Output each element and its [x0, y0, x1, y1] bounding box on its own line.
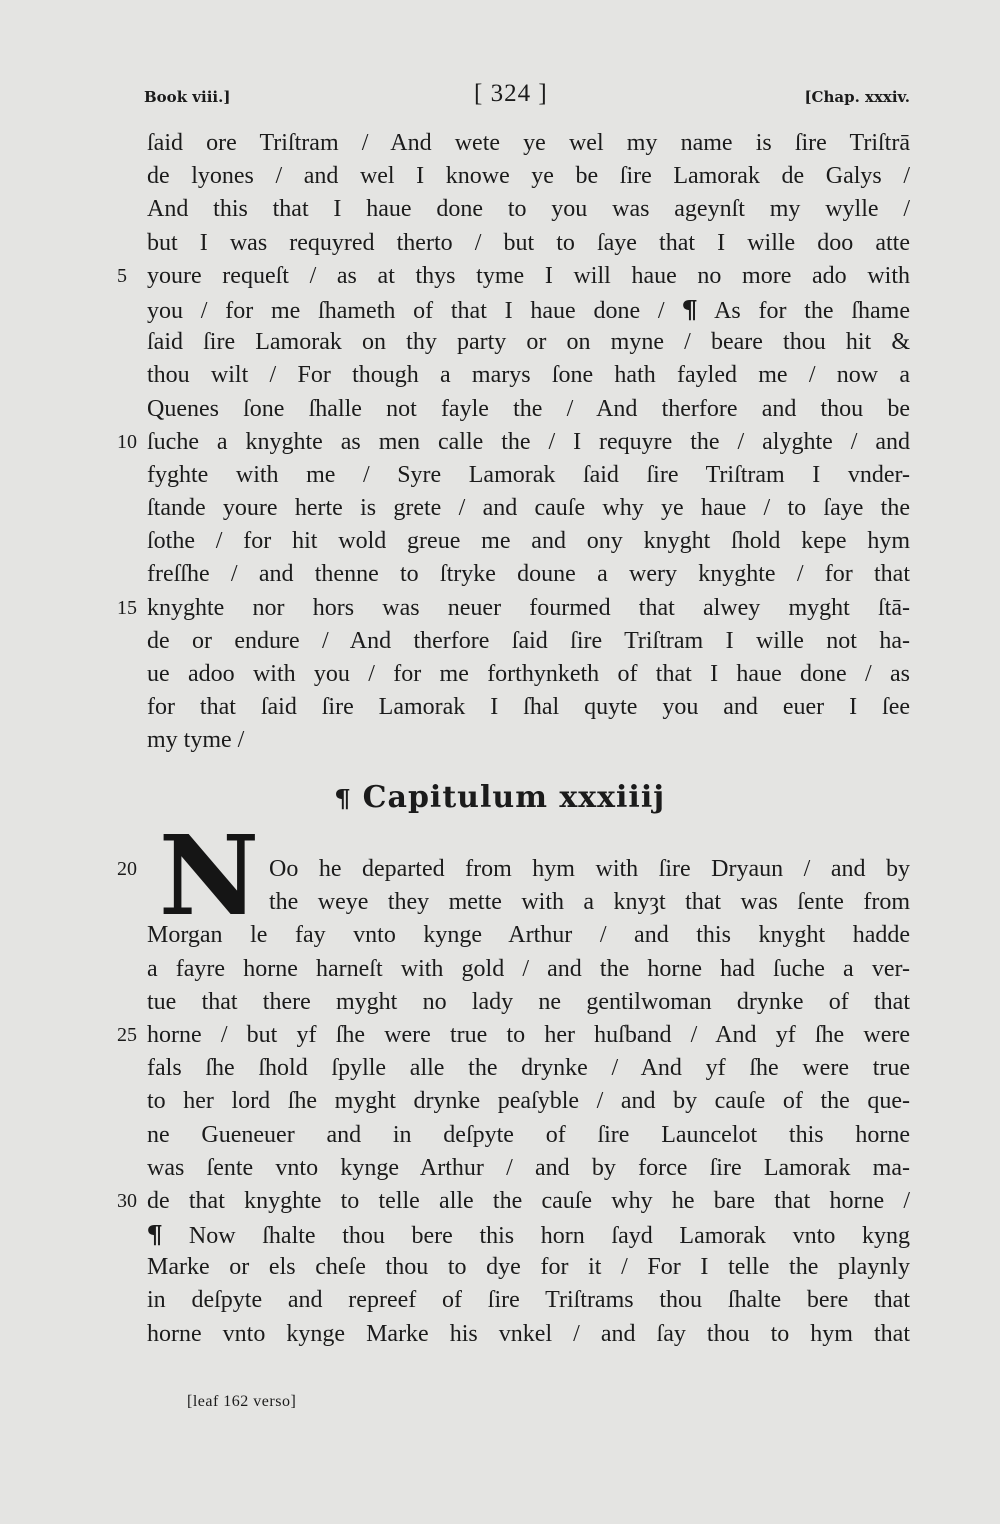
text-line — [147, 1251, 910, 1284]
line-text: thou wilt / For though a marys ſone hath fayled me / now a — [147, 362, 910, 389]
line-number: 30 — [117, 1189, 137, 1212]
line-text: And this that I haue done to you was ageynſt my wylle / — [147, 196, 910, 223]
line-text: horne vnto kynge Marke his vnkel / and ſay thou to hym that — [147, 1320, 910, 1347]
text-line — [117, 1185, 910, 1218]
pilcrow-icon: ¶ — [681, 294, 699, 324]
text-line — [147, 691, 910, 724]
text-block-1 — [117, 127, 910, 758]
line-text: the weye they mette with a knyȝt that was ſente from — [269, 889, 910, 916]
header-chapter: [Chap. xxxiv. — [804, 88, 910, 106]
text-line — [147, 492, 910, 525]
line-text: knyghte nor hors was neuer fourmed that alwey myght ſtā- — [147, 594, 910, 621]
text-line — [117, 1019, 910, 1052]
text-line — [147, 293, 910, 326]
pilcrow-icon: ¶ — [334, 784, 352, 813]
text-line — [117, 260, 910, 293]
line-text: fals ſhe ſhold ſpylle alle the drynke / And yf ſhe were true — [147, 1055, 910, 1082]
text-line — [147, 625, 910, 658]
line-text: Quenes ſone ſhalle not fayle the / And therfore and thou be — [147, 395, 910, 422]
text-line — [147, 127, 910, 160]
text-line — [147, 160, 910, 193]
line-number: 15 — [117, 596, 137, 619]
line-text: fyghte with me / Syre Lamorak ſaid ſire Triſtram I vnder- — [147, 461, 910, 488]
chapter-title: Capitulum xxxiiij — [362, 780, 666, 815]
line-text: to her lord ſhe myght drynke peaſyble / and by cauſe of the que- — [147, 1088, 910, 1115]
line-text: horne / but yf ſhe were true to her huſband / And yf ſhe were — [147, 1021, 910, 1048]
line-text: tue that there myght no lady ne gentilwoman drynke of that — [147, 988, 910, 1015]
line-text: de lyones / and wel I knowe ye be ſire Lamorak de Galys / — [147, 163, 910, 190]
text-line — [147, 1218, 910, 1251]
line-text: ſtande youre herte is grete / and cauſe why ye haue / to ſaye the — [147, 495, 910, 522]
line-text: Oo he departed from hym with ſire Dryaun / and by — [269, 856, 910, 882]
line-text: a fayre horne harneſt with gold / and the horne had ſuche a ver- — [147, 955, 910, 982]
text-line — [147, 1284, 910, 1317]
chapter-heading — [0, 780, 1000, 815]
text-line — [147, 359, 910, 392]
text-line — [147, 326, 910, 359]
line-number: 5 — [117, 264, 127, 287]
text-block-2 — [117, 853, 910, 1351]
line-text: ue adoo with you / for me forthynketh of that I haue done / as — [147, 661, 910, 687]
text-line — [147, 393, 910, 426]
text-line — [147, 227, 910, 260]
footer-note: [leaf 162 verso] — [187, 1393, 297, 1410]
line-text: in deſpyte and repreef of ſire Triſtrams thou ſhalte bere that — [147, 1287, 910, 1314]
line-text: Now ſhalte thou bere this horn ſayd Lamorak vnto kyng — [162, 1223, 910, 1250]
line-text: Marke or els cheſe thou to dye for it / For I telle the playnly — [147, 1254, 910, 1281]
line-text: but I was requyred therto / but to ſaye that I wille doo atte — [147, 229, 910, 256]
line-text: Morgan le fay vnto kynge Arthur / and this knyght hadde — [147, 922, 910, 949]
line-number: 20 — [117, 858, 137, 880]
text-line — [147, 658, 910, 691]
text-line — [147, 193, 910, 226]
text-line — [147, 558, 910, 591]
text-line — [147, 1152, 910, 1185]
pilcrow-icon: ¶ — [146, 1220, 164, 1250]
line-text: ne Gueneuer and in deſpyte of ſire Launcelot this horne — [147, 1121, 910, 1148]
text-line — [147, 1052, 910, 1085]
line-text: was ſente vnto kynge Arthur / and by force ſire Lamorak ma- — [147, 1154, 910, 1181]
text-line — [147, 953, 910, 986]
line-text: freſſhe / and thenne to ſtryke doune a wery knyghte / for that — [147, 561, 910, 588]
line-text: de or endure / And therfore ſaid ſire Triſtram I wille not ha- — [147, 627, 910, 654]
line-text: ſaid ore Triſtram / And wete ye wel my name is ſire Triſtrā — [147, 130, 910, 156]
page-number: [ 324 ] — [474, 80, 548, 107]
line-text: you / for me ſhameth of that I haue done / — [147, 297, 683, 324]
drop-cap-letter: N — [158, 811, 260, 940]
text-line — [117, 426, 910, 459]
text-line — [147, 525, 910, 558]
line-number: 10 — [117, 430, 137, 453]
line-text: de that knyghte to telle alle the cauſe why he bare that horne / — [147, 1187, 910, 1214]
line-text: youre requeſt / as at thys tyme I will haue no more ado with — [147, 262, 910, 289]
text-line — [147, 1119, 910, 1152]
running-header — [144, 78, 910, 118]
line-text: ſothe / for hit wold greue me and ony knyght ſhold kepe hym — [147, 528, 910, 555]
text-line — [147, 724, 910, 757]
text-line — [147, 1085, 910, 1118]
line-text: my tyme / — [147, 727, 245, 754]
text-line — [117, 853, 910, 886]
text-line — [147, 886, 910, 919]
line-text: for that ſaid ſire Lamorak I ſhal quyte you and euer I ſee — [147, 694, 910, 721]
text-line — [147, 459, 910, 492]
text-line — [147, 919, 910, 952]
header-book: Book viii.] — [144, 88, 231, 106]
line-number: 25 — [117, 1023, 137, 1046]
line-text: As for the ſhame — [697, 297, 910, 324]
text-line — [147, 986, 910, 1019]
text-line — [147, 1318, 910, 1351]
text-line — [117, 592, 910, 625]
line-text: ſuche a knyghte as men calle the / I requyre the / alyghte / and — [147, 428, 910, 455]
line-text: ſaid ſire Lamorak on thy party or on myne / beare thou hit & — [147, 329, 910, 356]
